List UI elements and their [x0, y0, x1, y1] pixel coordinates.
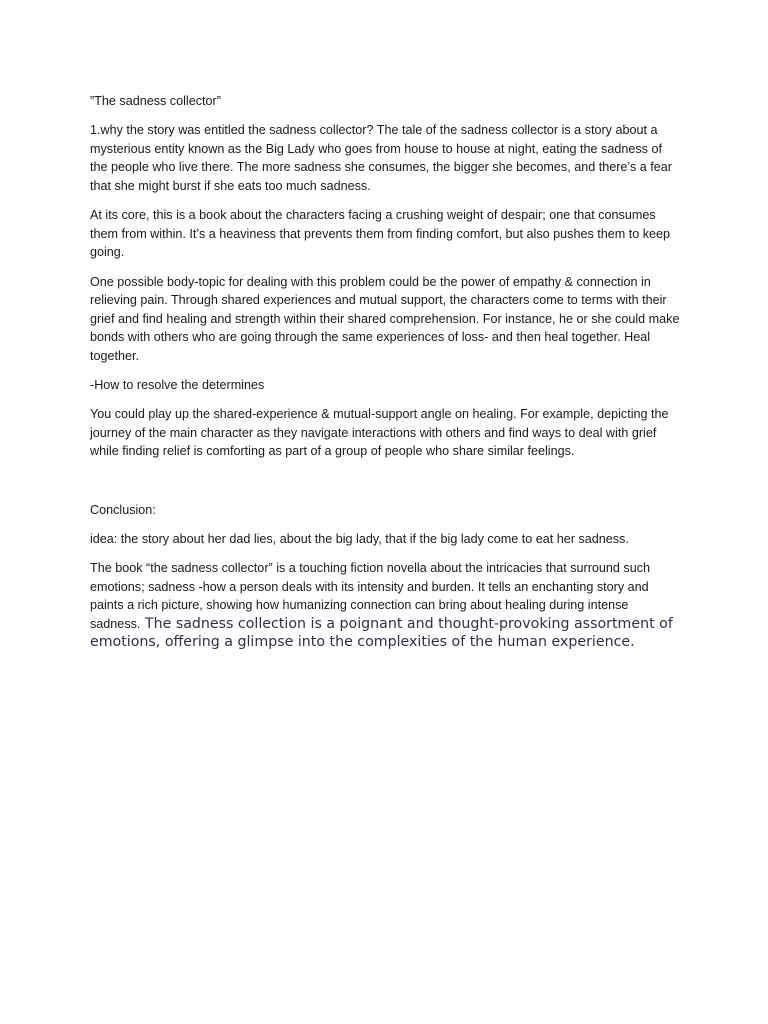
- paragraph-why-title: 1.why the story was entitled the sadness collector? The tale of the sadness collector is a story about a mysterious entity known as the Big Lady who goes from house to house at night, eating the sadness of the people who live there. The more sadness she consumes, the bigger she becomes, and there’s a fear that she might burst if she eats too much sadness.: [90, 123, 672, 193]
- document-page: [90, 92, 680, 663]
- final-paragraph-main-text: The book “the sadness collector” is a touching fiction novella about the intricacies that surround such emotions; sadness -how a person deals with its intensity and burden. It tells an enchanting story and paints a rich picture, showing how humanizing connection can bring about healing during intense sadness.: [90, 561, 651, 631]
- paragraph-empathy-connection: One possible body-topic for dealing with this problem could be the power of empathy & connection in relieving pain. Through shared experiences and mutual support, the characters come to terms with their grief and find healing and strength within their shared comprehension. For instance, he or she could make bonds with others who are going through the same experiences of loss- and then heal together. Heal together.: [90, 274, 680, 363]
- blank-line: [90, 472, 680, 501]
- document-title: ”The sadness collector”: [90, 94, 221, 108]
- paragraph-final: [90, 559, 680, 652]
- paragraph-shared-experience: You could play up the shared-experience & mutual-support angle on healing. For example, depicting the journey of the main character as they navigate interactions with others and find ways to deal with grief while finding relief is comforting as part of a group of people who share similar feelings.: [90, 407, 669, 459]
- final-paragraph-alt-text: The sadness collection is a poignant and thought-provoking assortment of emotions, offering a glimpse into the complexities of the human experience.: [90, 615, 673, 651]
- paragraph-core-despair: At its core, this is a book about the characters facing a crushing weight of despair; one that consumes them from within. It’s a heaviness that prevents them from finding comfort, but also pushes them to keep going.: [90, 208, 671, 260]
- paragraph-idea: idea: the story about her dad lies, about the big lady, that if the big lady come to eat her sadness.: [90, 531, 629, 546]
- conclusion-heading: Conclusion:: [90, 502, 156, 517]
- paragraph-how-to-resolve: -How to resolve the determines: [90, 378, 265, 393]
